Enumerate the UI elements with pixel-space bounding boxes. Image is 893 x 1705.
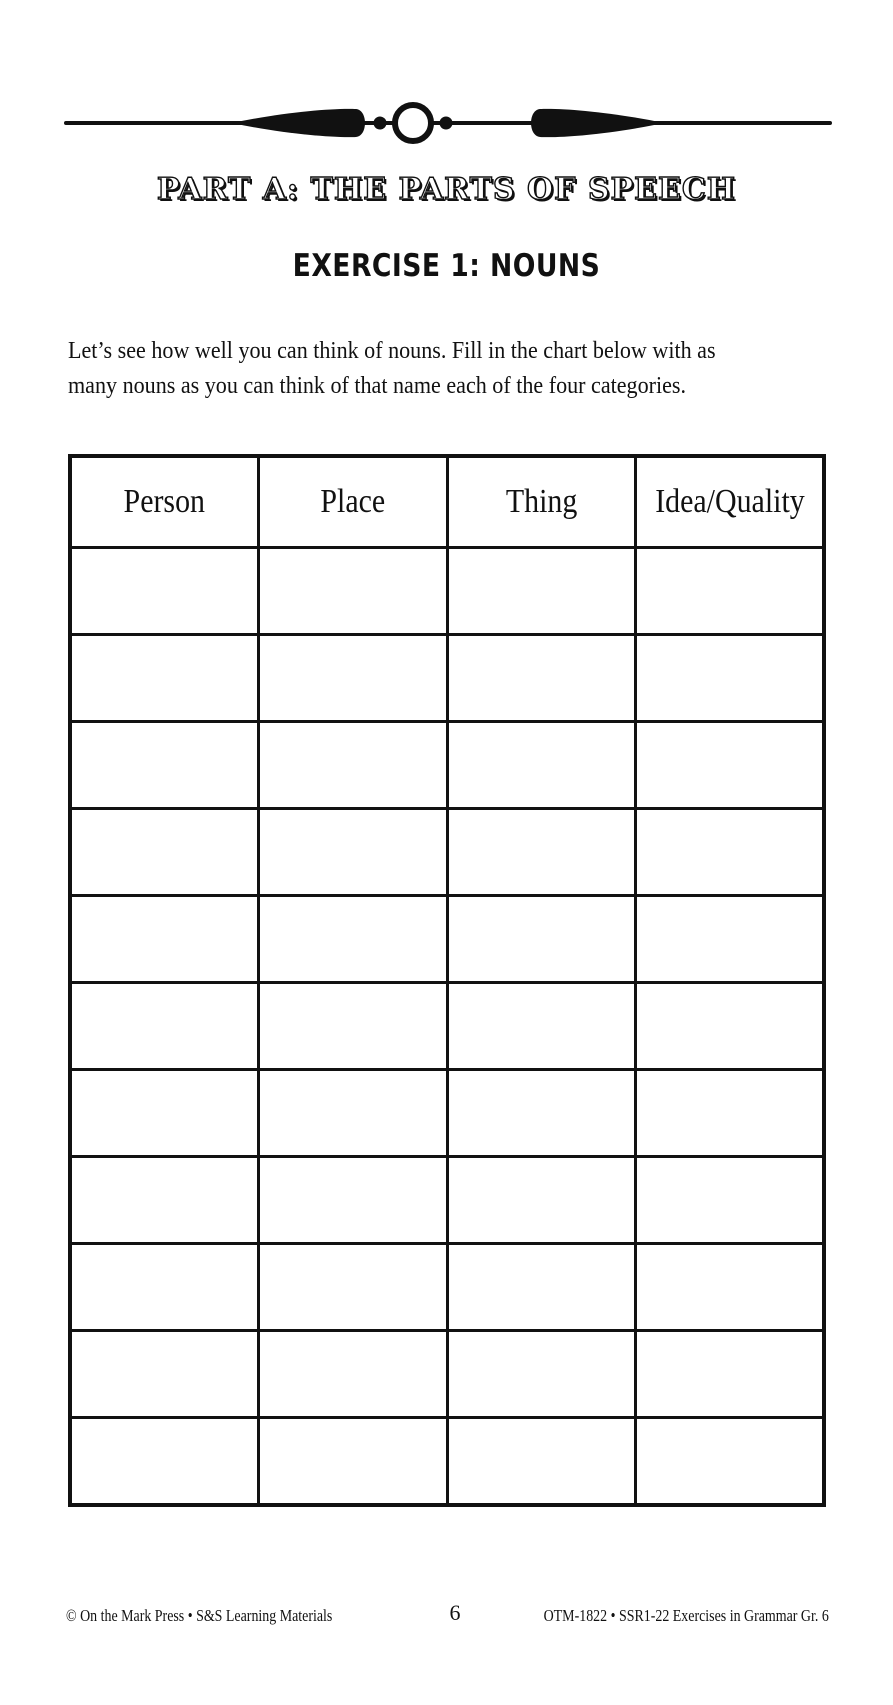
noun-chart xyxy=(68,454,826,1507)
blank-answer-cell[interactable] xyxy=(636,1070,825,1157)
blank-answer-cell[interactable] xyxy=(70,635,259,722)
blank-answer-cell[interactable] xyxy=(447,1157,636,1244)
blank-answer-cell[interactable] xyxy=(70,1070,259,1157)
blank-answer-cell[interactable] xyxy=(70,1157,259,1244)
blank-answer-cell[interactable] xyxy=(259,983,448,1070)
table-row xyxy=(70,1418,824,1506)
column-header-label: Person xyxy=(123,483,206,520)
table-row xyxy=(70,809,824,896)
blank-answer-cell[interactable] xyxy=(259,635,448,722)
page-footer xyxy=(0,1600,893,1630)
blank-answer-cell[interactable] xyxy=(447,635,636,722)
blank-answer-cell[interactable] xyxy=(447,548,636,635)
blank-answer-cell[interactable] xyxy=(636,1331,825,1418)
blank-answer-cell[interactable] xyxy=(636,635,825,722)
table-row xyxy=(70,1070,824,1157)
blank-answer-cell[interactable] xyxy=(447,1244,636,1331)
blank-answer-cell[interactable] xyxy=(259,1070,448,1157)
column-header-person xyxy=(70,456,259,548)
table-row xyxy=(70,896,824,983)
blank-answer-cell[interactable] xyxy=(636,896,825,983)
blank-answer-cell[interactable] xyxy=(259,1244,448,1331)
blank-answer-cell[interactable] xyxy=(636,983,825,1070)
blank-answer-cell[interactable] xyxy=(259,1331,448,1418)
blank-answer-cell[interactable] xyxy=(70,722,259,809)
blank-answer-cell[interactable] xyxy=(70,896,259,983)
blank-answer-cell[interactable] xyxy=(636,722,825,809)
blank-answer-cell[interactable] xyxy=(259,1157,448,1244)
table-row xyxy=(70,983,824,1070)
blank-answer-cell[interactable] xyxy=(636,548,825,635)
blank-answer-cell[interactable] xyxy=(447,896,636,983)
column-header-place xyxy=(259,456,448,548)
blank-answer-cell[interactable] xyxy=(259,896,448,983)
table-row xyxy=(70,548,824,635)
column-header-idea-quality xyxy=(636,456,825,548)
blank-answer-cell[interactable] xyxy=(636,1244,825,1331)
blank-answer-cell[interactable] xyxy=(70,1331,259,1418)
exercise-title: EXERCISE 1: NOUNS xyxy=(292,248,601,284)
column-header-thing xyxy=(447,456,636,548)
table-row xyxy=(70,722,824,809)
blank-answer-cell[interactable] xyxy=(447,809,636,896)
column-header-label: Idea/Quality xyxy=(654,483,805,520)
page-number: 6 xyxy=(449,1600,461,1625)
decorative-divider-icon xyxy=(64,96,832,150)
blank-answer-cell[interactable] xyxy=(70,548,259,635)
blank-answer-cell[interactable] xyxy=(447,1070,636,1157)
blank-answer-cell[interactable] xyxy=(259,809,448,896)
blank-answer-cell[interactable] xyxy=(70,1244,259,1331)
chart-body xyxy=(70,548,824,1506)
column-header-label: Thing xyxy=(505,483,577,520)
blank-answer-cell[interactable] xyxy=(447,983,636,1070)
instructions-text: Let’s see how well you can think of nouns. Fill in the chart below with as many nouns as you can think of that name each of the four categories. xyxy=(68,338,716,399)
blank-answer-cell[interactable] xyxy=(636,809,825,896)
column-header-label: Place xyxy=(320,483,386,520)
blank-answer-cell[interactable] xyxy=(70,809,259,896)
blank-answer-cell[interactable] xyxy=(70,1418,259,1506)
blank-answer-cell[interactable] xyxy=(259,1418,448,1506)
blank-answer-cell[interactable] xyxy=(70,983,259,1070)
blank-answer-cell[interactable] xyxy=(447,1331,636,1418)
chart-header-row xyxy=(70,456,824,548)
footer-product-code: OTM-1822 • SSR1-22 Exercises in Grammar Gr. 6 xyxy=(543,1606,829,1625)
table-row xyxy=(70,1244,824,1331)
section-heading: PART A: THE PARTS OF SPEECH xyxy=(156,172,737,207)
blank-answer-cell[interactable] xyxy=(259,722,448,809)
blank-answer-cell[interactable] xyxy=(447,1418,636,1506)
table-row xyxy=(70,635,824,722)
blank-answer-cell[interactable] xyxy=(259,548,448,635)
table-row xyxy=(70,1331,824,1418)
blank-answer-cell[interactable] xyxy=(636,1157,825,1244)
footer-publisher: © On the Mark Press • S&S Learning Materials xyxy=(66,1606,333,1625)
blank-answer-cell[interactable] xyxy=(447,722,636,809)
table-row xyxy=(70,1157,824,1244)
blank-answer-cell[interactable] xyxy=(636,1418,825,1506)
